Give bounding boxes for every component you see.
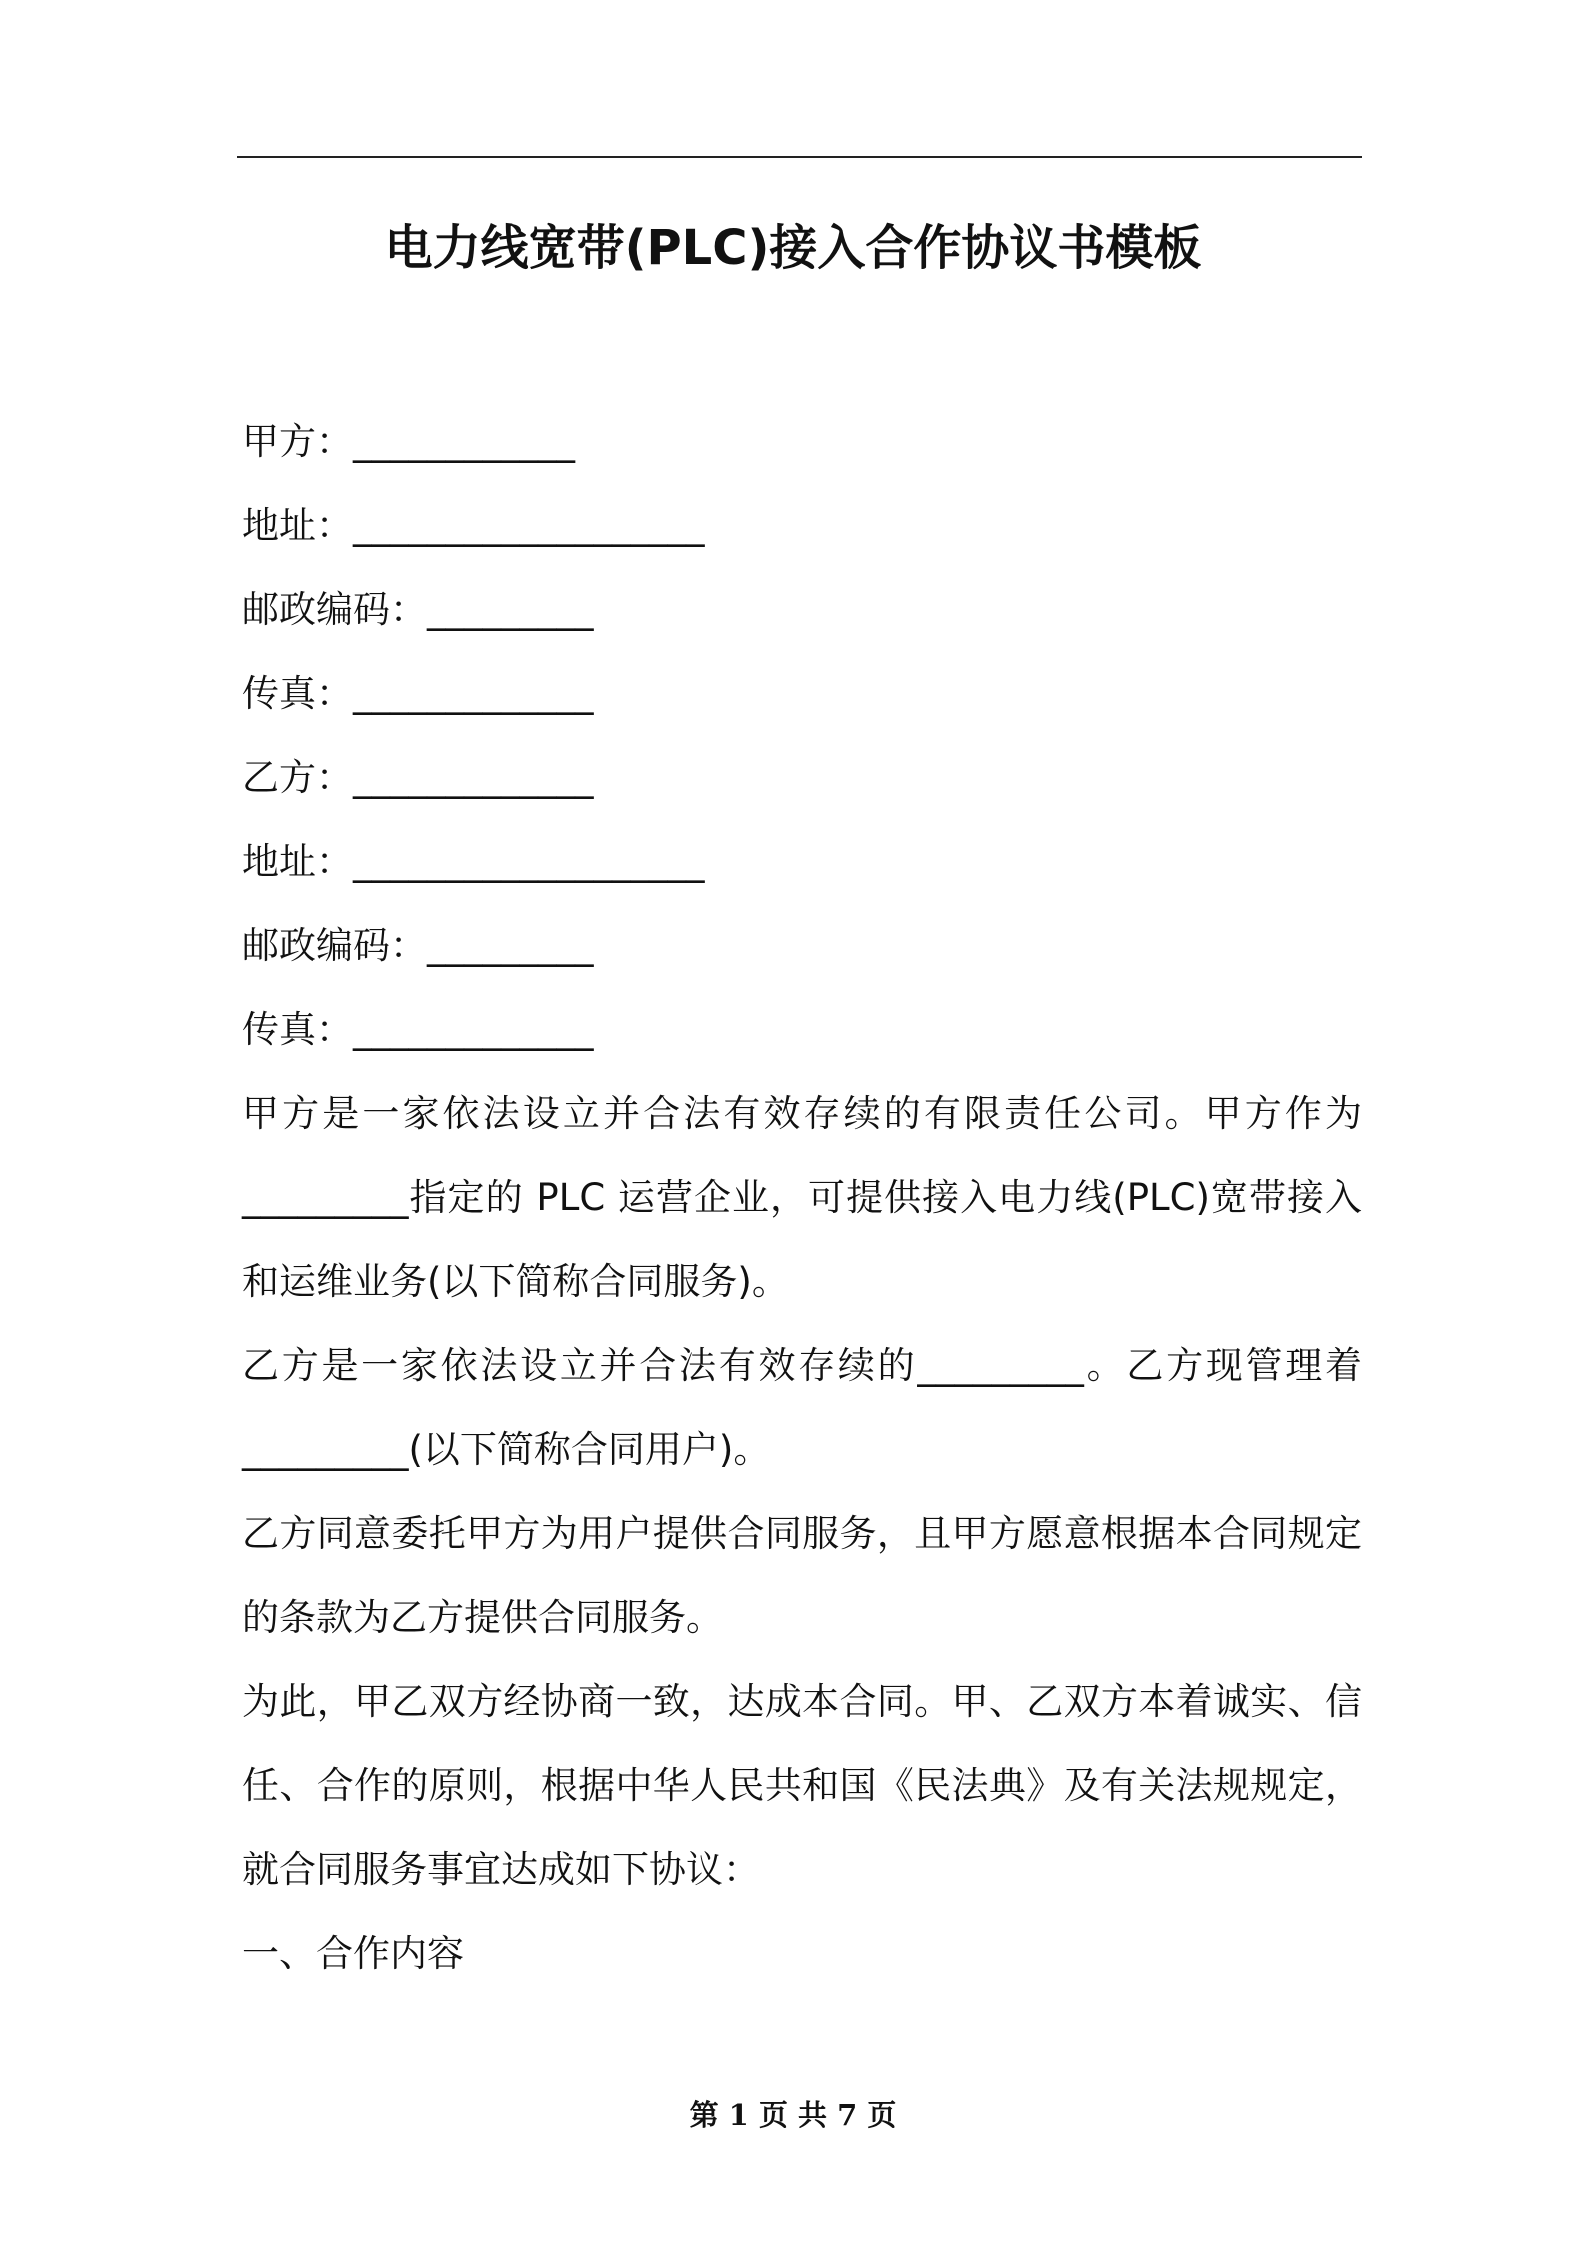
party-b-address-field: 地址：___________________ <box>242 840 705 883</box>
party-a-address-field: 地址：___________________ <box>242 504 705 547</box>
party-a-fax-field: 传真：_____________ <box>242 672 594 715</box>
section-heading: 一、合作内容 <box>242 1932 464 1975</box>
party-a-postcode-field: 邮政编码：_________ <box>242 588 594 631</box>
paragraph-party-b-intro: 乙方是一家依法设立并合法有效存续的_________。乙方现管理着_________(以下简称合同用户)。 <box>242 1344 1362 1471</box>
header-rule <box>237 156 1362 158</box>
paragraph-party-a-intro: 甲方是一家依法设立并合法有效存续的有限责任公司。甲方作为_________指定的 PLC 运营企业，可提供接入电力线(PLC)宽带接入和运维业务(以下简称合同服务)。 <box>242 1092 1362 1303</box>
party-b-name-field: 乙方：_____________ <box>242 756 594 799</box>
paragraph-agreement-intent: 乙方同意委托甲方为用户提供合同服务，且甲方愿意根据本合同规定的条款为乙方提供合同服务。 <box>242 1512 1362 1639</box>
party-b-fax-field: 传真：_____________ <box>242 1008 594 1051</box>
party-a-name-field: 甲方：____________ <box>242 420 575 463</box>
party-b-postcode-field: 邮政编码：_________ <box>242 924 594 967</box>
document-title: 电力线宽带(PLC)接入合作协议书模板 <box>384 220 1202 276</box>
paragraph-preamble: 为此，甲乙双方经协商一致，达成本合同。甲、乙双方本着诚实、信任、合作的原则，根据中华人民共和国《民法典》及有关法规规定，就合同服务事宜达成如下协议： <box>242 1680 1362 1891</box>
document-body <box>242 400 1362 1996</box>
page-number-footer: 第 1 页 共 7 页 <box>689 2098 897 2132</box>
